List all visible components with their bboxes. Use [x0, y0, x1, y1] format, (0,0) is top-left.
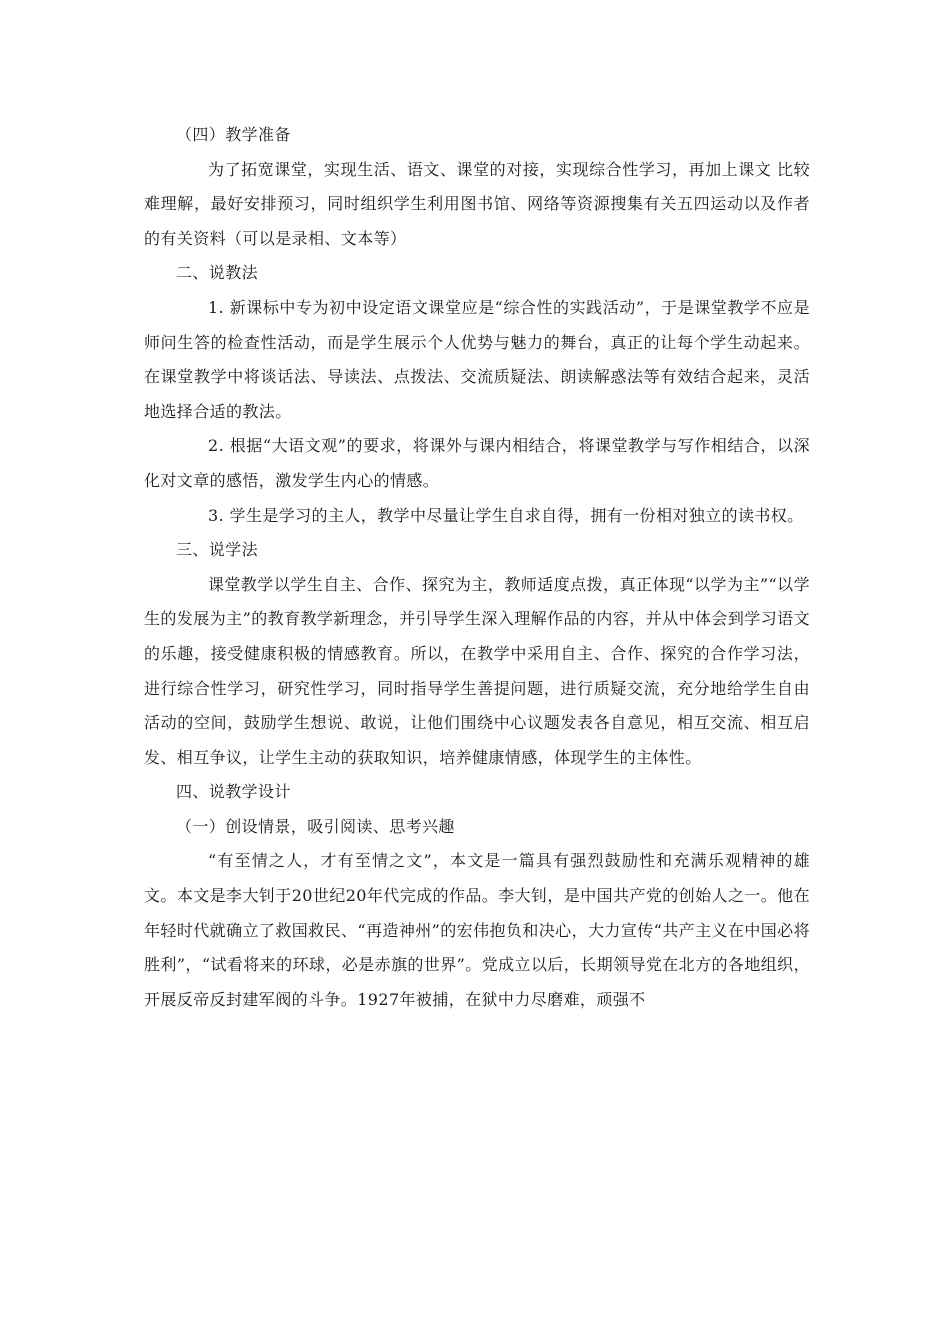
paragraph-teaching-method-2: 2. 根据“大语文观”的要求，将课外与课内相结合，将课堂教学与写作相结合，以深化对文章的感悟，激发学生内心的情感。	[144, 436, 810, 490]
paragraph-teaching-method-3: 3. 学生是学习的主人，教学中尽量让学生自求自得，拥有一份相对独立的读书权。	[208, 505, 804, 525]
paragraph-teaching-preparation: 为了拓宽课堂，实现生活、语文、课堂的对接，实现综合性学习，再加上课文 比较难理解，最好安排预习，同时组织学生利用图书馆、网络等资源搜集有关五四运动以及作者的有关资料（可以是录相、文本等）	[144, 159, 810, 248]
document-page	[144, 118, 810, 1017]
paragraph-teaching-method-1: 1. 新课标中专为初中设定语文课堂应是“综合性的实践活动”，于是课堂教学不应是师问生答的检查性活动，而是学生展示个人优势与魅力的舞台，真正的让每个学生动起来。在课堂教学中将谈话法、导读法、点拨法、交流质疑法、朗读解惑法等有效结合起来，灵活地选择合适的教法。	[144, 297, 810, 421]
section-heading-learning-methods: 三、说学法	[176, 540, 259, 560]
paragraph-create-scenario: “有至情之人，才有至情之文”，本文是一篇具有强烈鼓励性和充满乐观精神的雄文。本文是李大钊于20世纪20年代完成的作品。李大钊，是中国共产党的创始人之一。他在年轻时代就确立了救国救民、“再造神州”的宏伟抱负和决心，大力宣传“共产主义在中国必将胜利”，“试看将来的环球，必是赤旗的世界”。党成立以后，长期领导党在北方的各地组织，开展反帝反封建军阀的斗争。1927年被捕，在狱中力尽磨难，顽强不	[144, 851, 810, 1009]
section-heading-teaching-methods: 二、说教法	[176, 263, 259, 283]
section-heading-teaching-design: 四、说教学设计	[176, 782, 291, 802]
paragraph-learning-methods: 课堂教学以学生自主、合作、探究为主，教师适度点拨，真正体现“以学为主”“以学生的发展为主”的教育教学新理念，并引导学生深入理解作品的内容，并从中体会到学习语文的乐趣，接受健康积极的情感教育。所以，在教学中采用自主、合作、探究的合作学习法，进行综合性学习，研究性学习，同时指导学生善提问题，进行质疑交流，充分地给学生自由活动的空间，鼓励学生想说、敢说，让他们围绕中心议题发表各自意见，相互交流、相互启发、相互争议，让学生主动的获取知识，培养健康情感，体现学生的主体性。	[144, 574, 810, 767]
section-heading-teaching-preparation: （四）教学准备	[176, 125, 291, 144]
subsection-heading-create-scenario: （一）创设情景，吸引阅读、思考兴趣	[176, 816, 455, 836]
